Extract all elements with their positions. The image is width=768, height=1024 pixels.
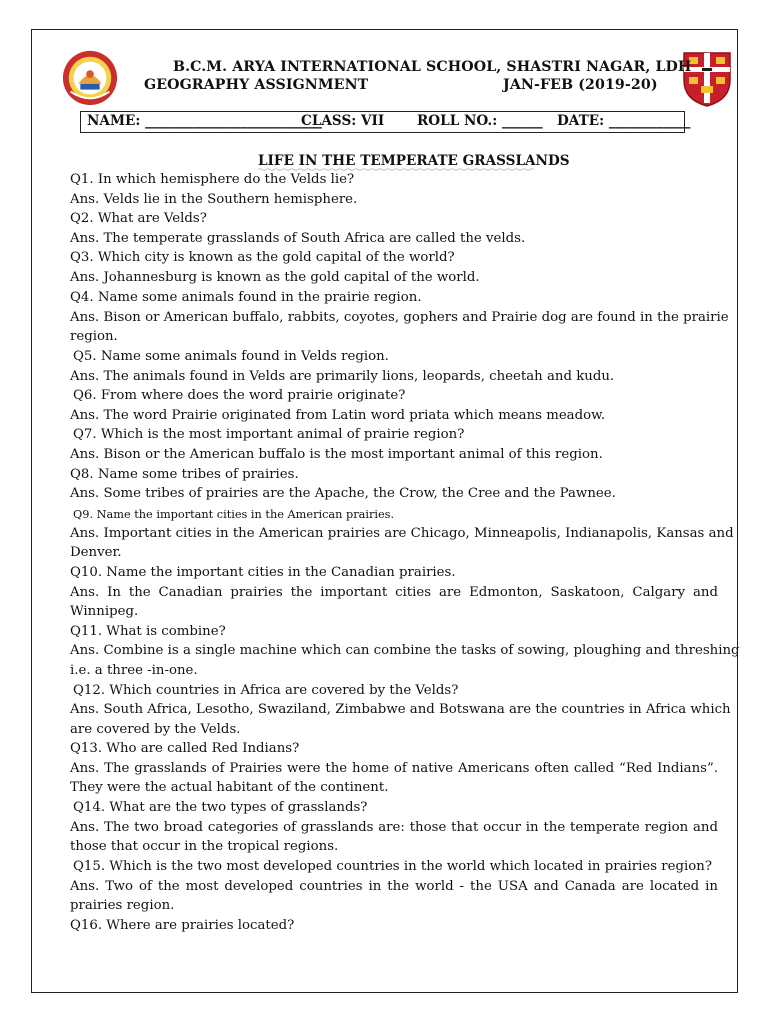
date-field: DATE: ____________ bbox=[557, 113, 691, 129]
answer-line: Ans. The temperate grasslands of South Africa are called the velds. bbox=[70, 231, 526, 246]
answer-line: prairies region. bbox=[70, 898, 175, 913]
answer-line: Winnipeg. bbox=[70, 604, 139, 619]
answer-line: are covered by the Velds. bbox=[70, 722, 241, 737]
answer-line: i.e. a three -in-one. bbox=[70, 663, 198, 678]
answer-line: those that occur in the tropical regions. bbox=[70, 839, 339, 854]
answer-line: Ans. Some tribes of prairies are the Apache, the Crow, the Cree and the Pawnee. bbox=[70, 486, 616, 501]
answer-line: Ans. The animals found in Velds are primarily lions, leopards, cheetah and kudu. bbox=[70, 369, 615, 384]
question-line: Q15. Which is the two most developed countries in the world which located in prairies region? bbox=[73, 859, 712, 874]
page-title: LIFE IN THE TEMPERATE GRASSLANDS bbox=[258, 153, 570, 169]
question-line: Q7. Which is the most important animal of prairie region? bbox=[73, 427, 465, 442]
answer-line: Ans. South Africa, Lesotho, Swaziland, Zimbabwe and Botswana are the countries in Africa which bbox=[70, 702, 731, 717]
question-line: Q8. Name some tribes of prairies. bbox=[70, 467, 299, 482]
answer-line: Ans. Important cities in the American prairies are Chicago, Minneapolis, Indianapolis, Kansas and bbox=[70, 526, 734, 541]
school-logo-icon bbox=[61, 49, 119, 107]
question-line: Q9. Name the important cities in the American prairies. bbox=[73, 508, 395, 521]
answer-line: region. bbox=[70, 329, 118, 344]
answer-line: Ans. Combine is a single machine which can combine the tasks of sowing, ploughing and threshing bbox=[70, 643, 740, 658]
school-name: B.C.M. ARYA INTERNATIONAL SCHOOL, SHASTRI NAGAR, LDH bbox=[173, 59, 692, 75]
answer-line: Ans. In the Canadian prairies the important cities are Edmonton, Saskatoon, Calgary and bbox=[70, 585, 718, 600]
answer-line: They were the actual habitant of the continent. bbox=[70, 780, 389, 795]
question-line: Q4. Name some animals found in the prairie region. bbox=[70, 290, 422, 305]
question-line: Q1. In which hemisphere do the Velds lie? bbox=[70, 172, 355, 187]
question-line: Q3. Which city is known as the gold capital of the world? bbox=[70, 250, 455, 265]
answer-line: Ans. The grasslands of Prairies were the home of native Americans often called “Red Indians”. bbox=[70, 761, 718, 776]
answer-line: Ans. Johannesburg is known as the gold capital of the world. bbox=[70, 270, 480, 285]
answer-line: Denver. bbox=[70, 545, 122, 560]
answer-line: Ans. The two broad categories of grasslands are: those that occur in the temperate region and bbox=[70, 820, 718, 835]
answer-line: Ans. The word Prairie originated from Latin word priata which means meadow. bbox=[70, 408, 606, 423]
answer-line: Ans. Two of the most developed countries in the world - the USA and Canada are located in bbox=[70, 879, 718, 894]
question-line: Q5. Name some animals found in Velds region. bbox=[73, 349, 389, 364]
class-field: CLASS: VII bbox=[301, 113, 385, 129]
question-line: Q16. Where are prairies located? bbox=[70, 918, 295, 933]
question-line: Q11. What is combine? bbox=[70, 624, 226, 639]
question-line: Q12. Which countries in Africa are covered by the Velds? bbox=[73, 683, 459, 698]
question-line: Q6. From where does the word prairie originate? bbox=[73, 388, 406, 403]
title-wavy-underline bbox=[258, 168, 535, 171]
assignment-subject: GEOGRAPHY ASSIGNMENT bbox=[144, 77, 369, 93]
question-line: Q13. Who are called Red Indians? bbox=[70, 741, 300, 756]
question-line: Q10. Name the important cities in the Canadian prairies. bbox=[70, 565, 456, 580]
answer-line: Ans. Bison or the American buffalo is the most important animal of this region. bbox=[70, 447, 603, 462]
roll-number-field: ROLL NO.: ______ bbox=[417, 113, 543, 129]
name-field: NAME: __________________________ bbox=[87, 113, 322, 129]
question-line: Q2. What are Velds? bbox=[70, 211, 207, 226]
question-line: Q14. What are the two types of grasslands? bbox=[73, 800, 368, 815]
answer-line: Ans. Velds lie in the Southern hemisphere. bbox=[70, 192, 358, 207]
session-label: JAN-FEB (2019-20) bbox=[503, 77, 658, 93]
answer-line: Ans. Bison or American buffalo, rabbits, coyotes, gophers and Prairie dog are found in the prairie bbox=[70, 310, 729, 325]
